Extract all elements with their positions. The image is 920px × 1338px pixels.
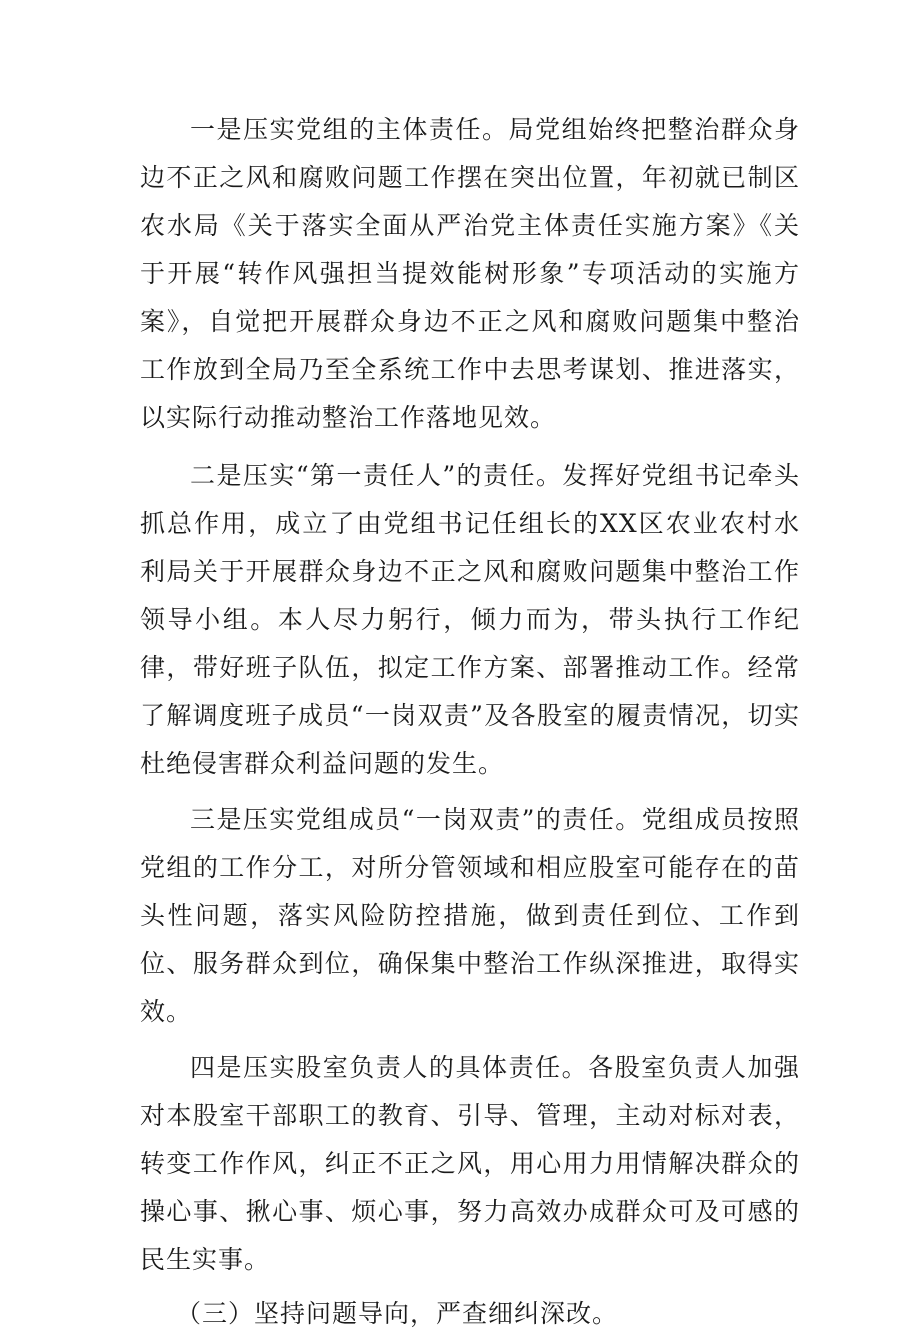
paragraph-1: 一是压实党组的主体责任。局党组始终把整治群众身边不正之风和腐败问题工作摆在突出位置，年初就已制区农水局《关于落实全面从严治党主体责任实施方案》《关于开展“转作风强担当提效能树形象”专项活动的实施方案》，自觉把开展群众身边不正之风和腐败问题集中整治工作放到全局乃至全系统工作中去思考谋划、推进落实，以实际行动推动整治工作落地见效。 [140,115,800,432]
document-page [140,106,800,1338]
section-heading: （三）坚持问题导向，严查细纠深改。 [176,1299,619,1328]
paragraph-2: 二是压实“第一责任人”的责任。发挥好党组书记牵头抓总作用，成立了由党组书记任组长的XX区农业农村水利局关于开展群众身边不正之风和腐败问题集中整治工作领导小组。本人尽力躬行，倾力而为，带头执行工作纪律，带好班子队伍，拟定工作方案、部署推动工作。经常了解调度班子成员“一岗双责”及各股室的履责情况，切实杜绝侵害群众利益问题的发生。 [140,461,800,778]
paragraph-4: 四是压实股室负责人的具体责任。各股室负责人加强对本股室干部职工的教育、引导、管理，主动对标对表，转变工作作风，纠正不正之风，用心用力用情解决群众的操心事、揪心事、烦心事，努力高效办成群众可及可感的民生实事。 [140,1053,800,1274]
paragraph-3: 三是压实党组成员“一岗双责”的责任。党组成员按照党组的工作分工，对所分管领域和相应股室可能存在的苗头性问题，落实风险防控措施，做到责任到位、工作到位、服务群众到位，确保集中整治工作纵深推进，取得实效。 [140,805,800,1026]
